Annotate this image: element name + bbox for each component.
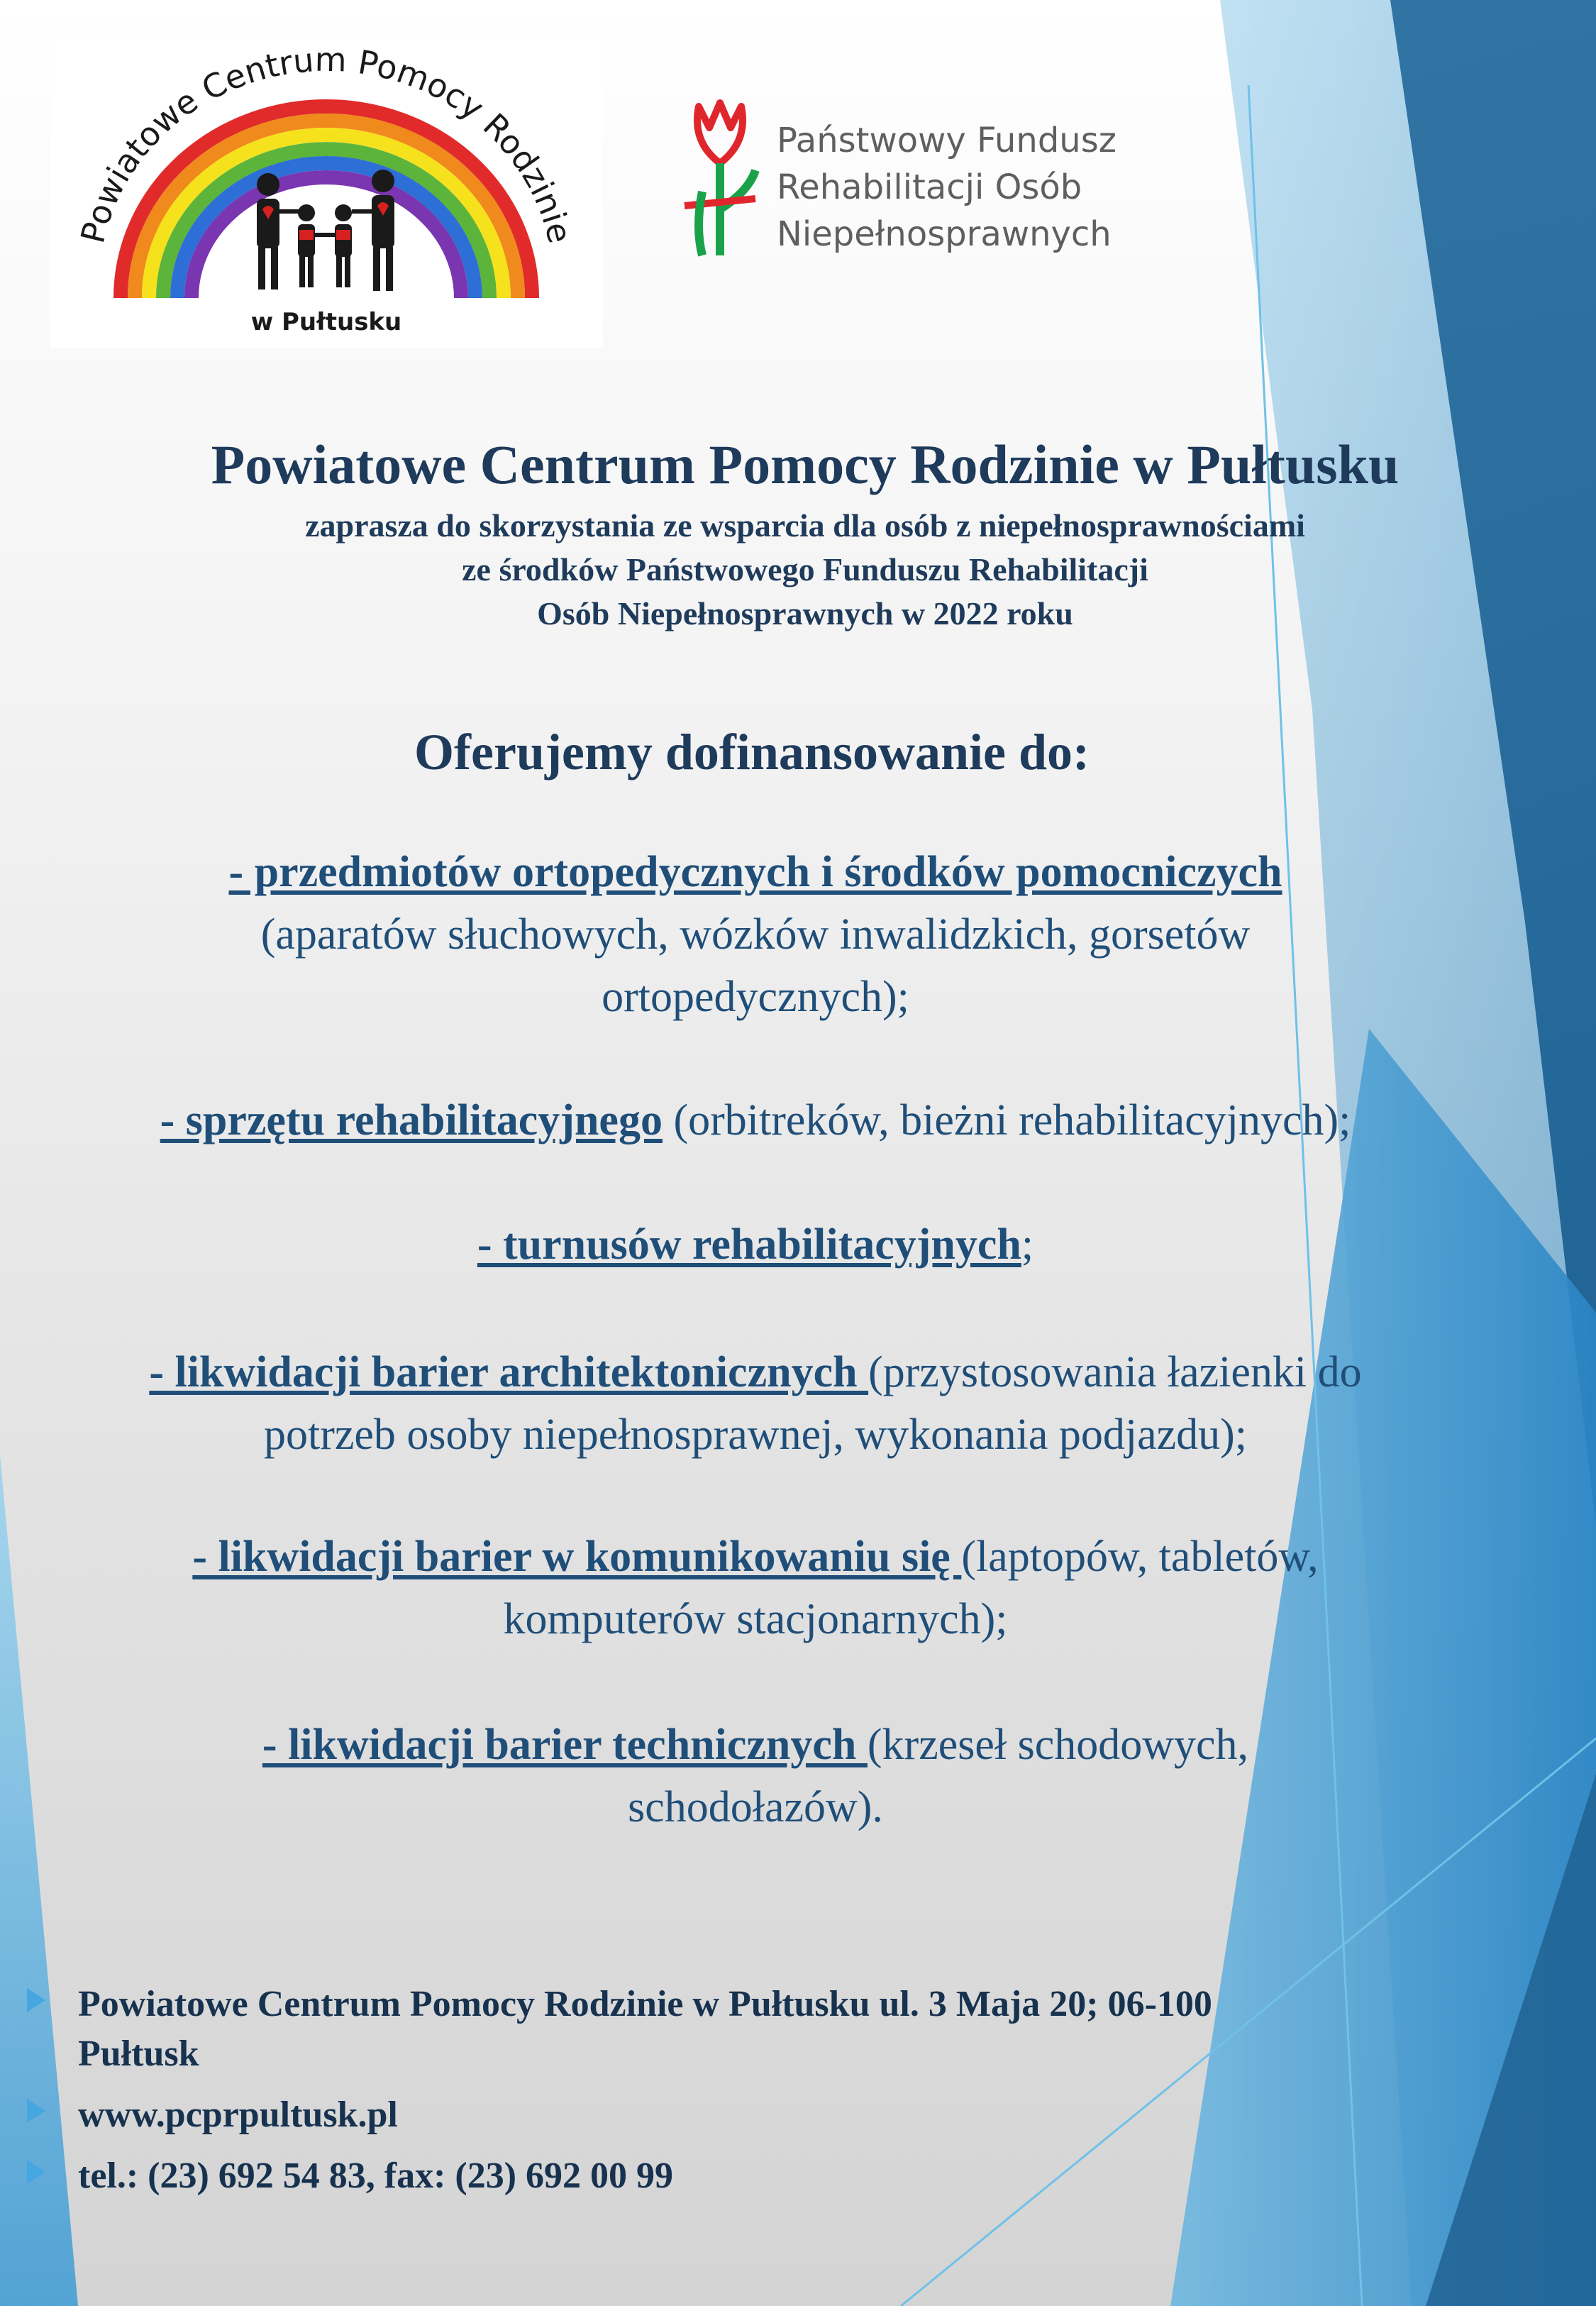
subtitle-line-2: ze środków Państwowego Funduszu Rehabilitacji <box>462 551 1148 587</box>
offer-item-detail: ; <box>1021 1220 1034 1269</box>
contact-phone <box>21 2151 1404 2201</box>
subtitle-line-3: Osób Niepełnosprawnych w 2022 roku <box>537 595 1073 631</box>
offer-item-name: - likwidacji barier technicznych <box>262 1721 868 1769</box>
phone-fax: tel.: (23) 692 54 83, fax: (23) 692 00 99 <box>78 2156 674 2196</box>
contact-list <box>21 1980 1404 2212</box>
pfron-line-1: Państwowy Fundusz <box>777 121 1116 160</box>
offer-item-detail: (laptopów, tabletów, <box>961 1533 1319 1581</box>
pfron-line-3: Niepełnosprawnych <box>777 214 1112 254</box>
offer-item-detail: (krzeseł schodowych, <box>867 1721 1249 1769</box>
offer-item-name: - likwidacji barier w komunikowaniu się <box>192 1533 962 1581</box>
header-block <box>64 426 1546 636</box>
offer-item-name: - sprzętu rehabilitacyjnego <box>160 1096 663 1144</box>
offer-item-name: - przedmiotów ortopedycznych i środków pomocniczych <box>228 848 1282 896</box>
offer-item-detail: potrzeb osoby niepełnosprawnej, wykonania podjazdu); <box>263 1411 1247 1459</box>
bullet-arrow-icon <box>27 1988 45 2012</box>
offer-item-detail: (aparatów słuchowych, wózków inwalidzkich, gorsetów <box>260 910 1251 959</box>
offer-item-rehab-equipment <box>21 1089 1490 1152</box>
pcpr-logo <box>50 35 603 348</box>
offer-item-rehab-stays <box>21 1213 1490 1276</box>
contact-website[interactable] <box>21 2090 1404 2140</box>
offer-item-detail: (orbitreków, bieżni rehabilitacyjnych); <box>662 1096 1351 1144</box>
contact-address <box>21 1980 1404 2079</box>
offer-item-detail: schodołazów). <box>628 1783 883 1831</box>
tulip-icon <box>670 85 770 270</box>
offer-item-name: - likwidacji barier architektonicznych <box>149 1348 869 1396</box>
offer-item-orthopedic <box>21 841 1490 1028</box>
bullet-arrow-icon <box>27 2099 45 2123</box>
pfron-line-2: Rehabilitacji Osób <box>777 167 1082 207</box>
address-line-2: Pułtusk <box>78 2034 199 2074</box>
pcpr-logo-arc-text: Powiatowe Centrum Pomocy Rodzinie <box>73 40 580 247</box>
bullet-arrow-icon <box>27 2160 45 2184</box>
pcpr-logo-location: w Pułtusku <box>250 308 402 336</box>
offer-item-technical-barriers <box>21 1714 1490 1838</box>
offer-item-name: - turnusów rehabilitacyjnych <box>477 1220 1021 1269</box>
offer-item-detail: (przystosowania łazienki do <box>868 1348 1362 1396</box>
offer-item-detail: komputerów stacjonarnych); <box>503 1595 1008 1643</box>
subtitle-line-1: zaprasza do skorzystania ze wsparcia dla osób z niepełnosprawnościami <box>305 507 1305 544</box>
page-title: Powiatowe Centrum Pomocy Rodzinie w Pułtusku <box>211 434 1400 495</box>
offer-heading: Oferujemy dofinansowanie do: <box>414 724 1090 780</box>
offer-item-communication-barriers <box>21 1526 1490 1650</box>
offer-item-detail: ortopedycznych); <box>602 973 909 1021</box>
website-link[interactable]: www.pcprpultusk.pl <box>78 2095 398 2135</box>
pfron-logo <box>635 57 1146 312</box>
address-line-1: Powiatowe Centrum Pomocy Rodzinie w Pułtusku ul. 3 Maja 20; 06-100 <box>78 1984 1212 2024</box>
offer-item-architectural-barriers <box>21 1341 1490 1466</box>
